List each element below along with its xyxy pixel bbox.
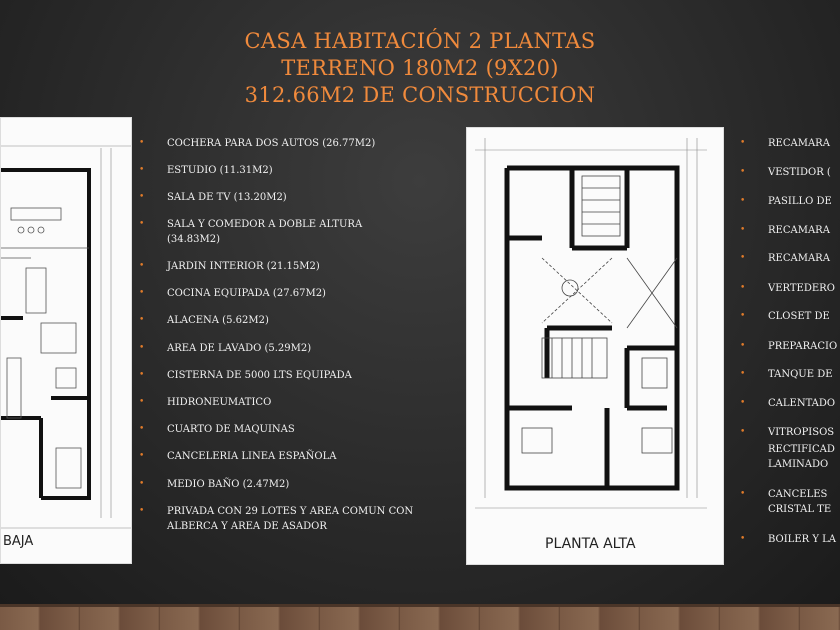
list-item: • RECAMARA	[740, 138, 830, 149]
list-item-continuation: (34.83M2)	[167, 234, 221, 245]
bullet-icon: •	[139, 315, 145, 325]
bullet-icon: •	[139, 343, 145, 353]
bullet-icon: •	[740, 283, 746, 293]
bullet-icon: •	[139, 288, 145, 298]
list-item: • VERTEDERO	[740, 283, 835, 294]
list-item: • RECAMARA	[740, 253, 830, 264]
list-item: • RECAMARA	[740, 225, 830, 236]
bullet-icon: •	[740, 138, 746, 148]
title-line-3: 312.66M2 DE CONSTRUCCION	[244, 83, 596, 107]
bullet-icon: •	[740, 398, 746, 408]
bullet-icon: •	[740, 225, 746, 235]
floor-plan-upper-drawing	[467, 128, 723, 564]
floor-plan-ground-drawing	[1, 118, 131, 563]
list-item: • CISTERNA DE 5000 LTS EQUIPADA	[139, 370, 352, 381]
list-item: • ESTUDIO (11.31M2)	[139, 165, 273, 176]
list-item: • COCINA EQUIPADA (27.67M2)	[139, 288, 326, 299]
list-item: • AREA DE LAVADO (5.29M2)	[139, 343, 312, 354]
bullet-icon: •	[139, 424, 145, 434]
list-item: • CALENTADO	[740, 398, 836, 409]
list-item: • CLOSET DE	[740, 311, 830, 322]
bullet-icon: •	[740, 341, 746, 351]
floor-plan-ground-label: BAJA	[3, 534, 34, 549]
bullet-icon: •	[740, 489, 746, 499]
list-item: • CANCELES	[740, 489, 828, 500]
list-item: • MEDIO BAÑO (2.47M2)	[139, 479, 290, 490]
floor-plan-upper	[466, 127, 724, 565]
floor-plan-ground	[0, 117, 132, 564]
list-item: • PASILLO DE	[740, 196, 832, 207]
bullet-icon: •	[139, 370, 145, 380]
bullet-icon: •	[139, 506, 145, 516]
list-item: • ALACENA (5.62M2)	[139, 315, 269, 326]
bullet-icon: •	[139, 479, 145, 489]
features-list-right	[740, 0, 840, 604]
list-item: • COCHERA PARA DOS AUTOS (26.77M2)	[139, 138, 376, 149]
bullet-icon: •	[740, 253, 746, 263]
bullet-icon: •	[139, 451, 145, 461]
bullet-icon: •	[139, 138, 145, 148]
list-item: • SALA Y COMEDOR A DOBLE ALTURA	[139, 219, 363, 230]
list-item: • PRIVADA CON 29 LOTES Y AREA COMUN CON	[139, 506, 414, 517]
list-item-continuation: RECTIFICAD	[768, 444, 835, 455]
list-item-continuation: ALBERCA Y AREA DE ASADOR	[167, 521, 327, 532]
list-item: • SALA DE TV (13.20M2)	[139, 192, 287, 203]
list-item-continuation: LAMINADO	[768, 459, 829, 470]
bullet-icon: •	[740, 311, 746, 321]
list-item: • CUARTO DE MAQUINAS	[139, 424, 295, 435]
bullet-icon: •	[740, 427, 746, 437]
bullet-icon: •	[139, 261, 145, 271]
list-item: • CANCELERIA LINEA ESPAÑOLA	[139, 451, 337, 462]
bullet-icon: •	[740, 534, 746, 544]
list-item-continuation: CRISTAL TE	[768, 504, 832, 515]
list-item: • JARDIN INTERIOR (21.15M2)	[139, 261, 320, 272]
list-item: • TANQUE DE	[740, 369, 833, 380]
list-item: • PREPARACIO	[740, 341, 838, 352]
list-item: • VESTIDOR (	[740, 167, 831, 178]
title-line-1: CASA HABITACIÓN 2 PLANTAS	[244, 29, 596, 53]
bullet-icon: •	[139, 397, 145, 407]
bullet-icon: •	[139, 165, 145, 175]
bullet-icon: •	[740, 369, 746, 379]
bullet-icon: •	[139, 192, 145, 202]
list-item: • HIDRONEUMATICO	[139, 397, 272, 408]
wood-floor	[0, 604, 840, 630]
floor-plan-upper-label: PLANTA ALTA	[545, 536, 636, 552]
bullet-icon: •	[740, 167, 746, 177]
list-item: • BOILER Y LA	[740, 534, 836, 545]
bullet-icon: •	[740, 196, 746, 206]
bullet-icon: •	[139, 219, 145, 229]
title-line-2: TERRENO 180M2 (9X20)	[281, 56, 559, 80]
list-item: • VITROPISOS	[740, 427, 835, 438]
